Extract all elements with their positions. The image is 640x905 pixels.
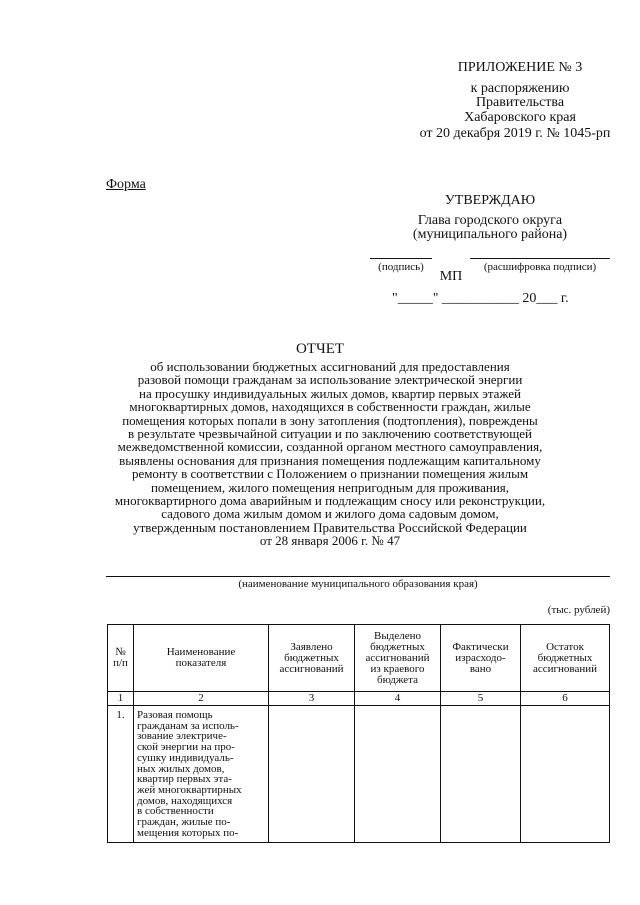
report-line: от 28 января 2006 г. № 47 bbox=[259, 533, 401, 549]
column-number: 2 bbox=[134, 692, 269, 706]
decoding-line bbox=[470, 258, 610, 259]
report-line: многоквартирных домов, находящихся в собственности граждан, жилые bbox=[129, 399, 531, 415]
appendix-line-2: Правительства bbox=[475, 95, 565, 110]
column-number: 1 bbox=[108, 692, 134, 706]
header-declared: Заявлено бюджетных ассигнований bbox=[269, 625, 355, 692]
row-allocated bbox=[355, 706, 441, 843]
report-line: многоквартирного дома аварийным и подлежащим сносу или реконструкции, bbox=[114, 493, 546, 509]
report-line: садового дома жилым домом и жилого дома садовым домом, bbox=[161, 506, 499, 522]
report-line: межведомственной комиссии, созданной органом местного самоуправления, bbox=[117, 439, 543, 455]
units-label: (тыс. рублей) bbox=[547, 604, 610, 616]
decoding-caption: (расшифровка подписи) bbox=[483, 261, 597, 273]
column-number: 4 bbox=[355, 692, 441, 706]
appendix-line-3: Хабаровского края bbox=[464, 110, 576, 125]
header-num: № п/п bbox=[108, 625, 134, 692]
report-line: на просушку индивидуальных жилых домов, квартир первых этажей bbox=[138, 385, 521, 401]
row-num: 1. bbox=[108, 706, 134, 843]
appendix-line-4: от 20 декабря 2019 г. № 1045-рп bbox=[419, 126, 611, 141]
header-name: Наименование показателя bbox=[134, 625, 269, 692]
municipality-caption: (наименование муниципального образования края) bbox=[238, 578, 478, 590]
report-title: ОТЧЕТ bbox=[295, 341, 345, 357]
approval-heading: УТВЕРЖДАЮ bbox=[444, 193, 536, 208]
approval-position-1: Глава городского округа bbox=[417, 213, 563, 228]
report-line: помещением, жилого помещения непригодным для проживания, bbox=[150, 479, 510, 495]
appendix-title: ПРИЛОЖЕНИЕ № 3 bbox=[457, 60, 583, 75]
signature-line bbox=[370, 258, 432, 259]
header-remaining: Остаток бюджетных ассигнований bbox=[521, 625, 610, 692]
report-line: об использовании бюджетных ассигнований для предоставления bbox=[150, 359, 510, 374]
appendix-line-1: к распоряжению bbox=[470, 81, 570, 96]
table-column-numbers bbox=[108, 692, 610, 706]
column-number: 5 bbox=[441, 692, 521, 706]
report-line: помещения которых попали в зону затопления (подтопления), повреждены bbox=[122, 412, 538, 428]
table-header-row bbox=[108, 625, 610, 692]
municipality-line bbox=[106, 576, 610, 577]
form-label: Форма bbox=[106, 177, 146, 192]
header-spent: Фактически израсходо- вано bbox=[441, 625, 521, 692]
seal-label: МП bbox=[439, 269, 463, 284]
report-line: разовой помощи гражданам за использование электрической энергии bbox=[137, 372, 523, 388]
column-number: 3 bbox=[269, 692, 355, 706]
signature-caption: (подпись) bbox=[378, 261, 424, 273]
date-line: "_____" ___________ 20___ г. bbox=[392, 291, 569, 306]
header-allocated: Выделено бюджетных ассигнований из краевого бюджета bbox=[355, 625, 441, 692]
report-line: ремонту в соответствии с Положением о признании помещения жилым bbox=[131, 466, 529, 482]
report-line: утвержденным постановлением Правительства Российской Федерации bbox=[133, 519, 527, 535]
row-name: Разовая помощь гражданам за исполь- зование электриче- ской энергии на про- сушку индивидуаль- ных жилых домов, квартир первых эта- жей многоквартирных домов, находящихся в собственности граждан, жилые по- мещения которых по- bbox=[134, 706, 269, 843]
report-description bbox=[60, 360, 600, 548]
report-line: выявлены основания для признания помещения подлежащим капитальному bbox=[119, 452, 541, 468]
row-remaining bbox=[521, 706, 610, 843]
report-table bbox=[107, 624, 610, 843]
approval-position-2: (муниципального района) bbox=[412, 227, 568, 242]
column-number: 6 bbox=[521, 692, 610, 706]
row-declared bbox=[269, 706, 355, 843]
row-spent bbox=[441, 706, 521, 843]
report-line: в результате чрезвычайной ситуации и по заключению соответствующей bbox=[128, 426, 532, 442]
table-row bbox=[108, 706, 610, 843]
